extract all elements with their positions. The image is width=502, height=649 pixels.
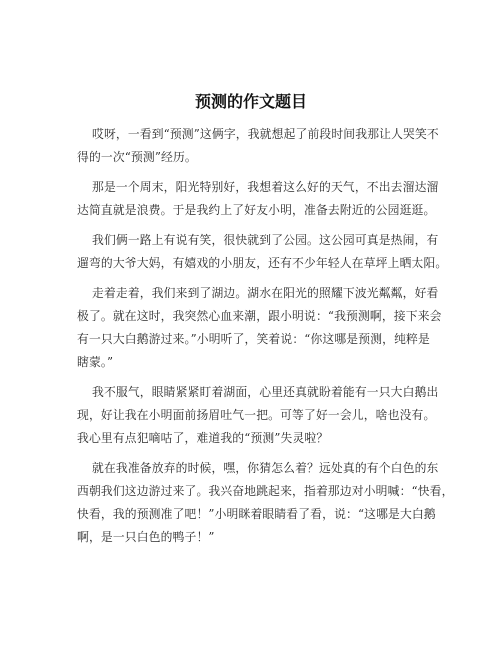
paragraph-line: 达简直就是浪费。于是我约上了好友小明，准备去附近的公园逛逛。: [77, 203, 436, 217]
paragraph-line: 我心里有点犯嘀咕了，难道我的“预测”失灵啦？: [77, 431, 329, 445]
paragraph-line: 就在我准备放弃的时候，嘿，你猜怎么着？远处真的有个白色的东: [92, 461, 439, 475]
paragraph-line: 我们俩一路上有说有笑，很快就到了公园。这公园可真是热闹，有: [92, 233, 439, 247]
paragraph-line: 我不服气，眼睛紧紧盯着湖面，心里还真就盼着能有一只大白鹅出: [92, 385, 439, 399]
paragraph-line: 哎呀，一看到“预测”这俩字，我就想起了前段时间我那让人哭笑不: [92, 127, 439, 141]
paragraph-line: 现，好让我在小明面前扬眉吐气一把。可等了好一会儿，啥也没有。: [77, 408, 436, 422]
paragraph-line: 遛弯的大爷大妈，有嬉戏的小朋友，还有不少年轻人在草坪上晒太阳。: [77, 256, 448, 270]
paragraph-line: 啊，是一只白色的鸭子！”: [77, 530, 215, 544]
paragraph-line: 瞎蒙。”: [77, 355, 114, 369]
paragraph-line: 有一只大白鹅游过来。”小明听了，笑着说：“你这哪是预测，纯粹是: [77, 332, 430, 346]
paragraph-line: 极了。就在这时，我突然心血来潮，跟小明说：“我预测啊，接下来会: [77, 309, 442, 323]
paragraph-line: 西朝我们这边游过来了。我兴奋地跳起来，指着那边对小明喊：“快看，: [77, 484, 454, 498]
paragraph-line: 走着走着，我们来到了湖边。湖水在阳光的照耀下波光粼粼，好看: [92, 286, 439, 300]
paragraph-line: 得的一次“预测”经历。: [77, 150, 197, 164]
document-title: 预测的作文题目: [194, 92, 307, 111]
paragraph-line: 那是一个周末，阳光特别好，我想着这么好的天气，不出去溜达溜: [92, 180, 439, 194]
paragraph-line: 快看，我的预测准了吧！”小明眯着眼睛看了看，说：“这哪是大白鹅: [77, 507, 436, 521]
